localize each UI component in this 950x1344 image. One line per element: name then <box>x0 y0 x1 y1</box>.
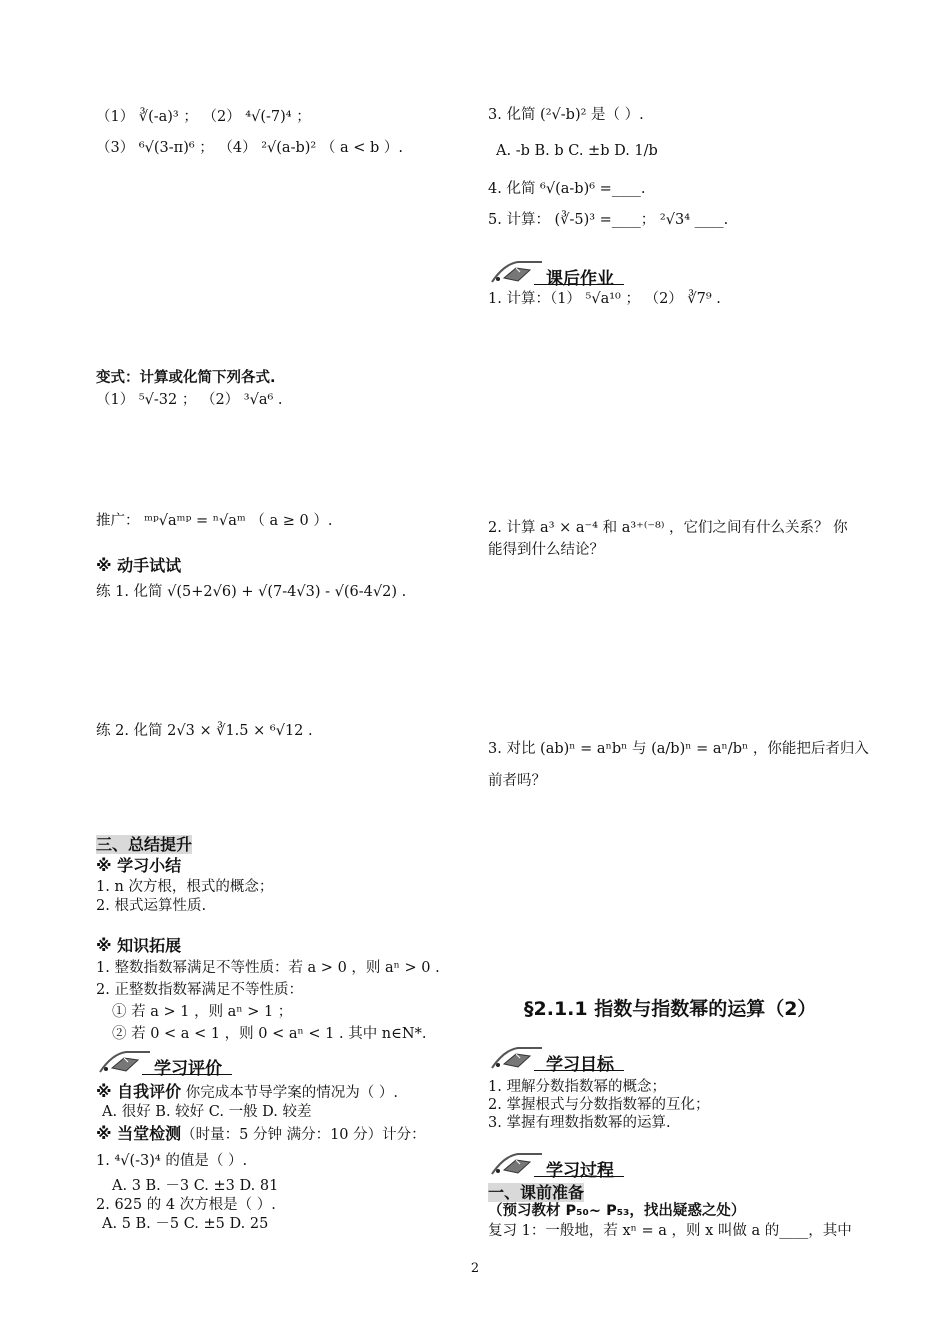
book-icon <box>488 1042 544 1072</box>
section-eval <box>96 1046 296 1079</box>
expand-item-2a: ① 若 a > 1 ，则 aⁿ > 1 ； <box>112 1004 293 1020</box>
section-process-label: 学习过程 <box>546 1161 614 1181</box>
question-4: 4. 化简 ⁶√(a-b)⁶ =____. <box>488 181 646 197</box>
section-goals-rule <box>534 1070 624 1071</box>
prep-note: （预习教材 P₅₀~ P₅₃，找出疑惑之处） <box>488 1203 746 1219</box>
homework-3-line-1: 3. 对比 (ab)ⁿ = aⁿbⁿ 与 (a/b)ⁿ = aⁿ/bⁿ ，你能把后者归入 <box>488 741 869 757</box>
self-eval-options: A. 很好 B. 较好 C. 一般 D. 较差 <box>102 1104 312 1120</box>
practice-1: 练 1. 化简 √(5+2√6) + √(7-4√3) - √(6-4√2) . <box>96 584 407 600</box>
expand-item-2b: ② 若 0 < a < 1 ，则 0 < aⁿ < 1 . 其中 n∈N*. <box>112 1026 427 1042</box>
prep-title: 一、课前准备 <box>488 1183 585 1202</box>
section-eval-label: 学习评价 <box>154 1059 222 1079</box>
section-eval-rule <box>142 1074 232 1075</box>
book-icon <box>488 1148 544 1178</box>
question-3-options: A. -b B. b C. ±b D. 1/b <box>496 143 658 159</box>
review-1: 复习 1：一般地，若 xⁿ = a ，则 x 叫做 a 的____，其中 <box>488 1223 852 1239</box>
test-head: ※ 当堂检测 <box>96 1124 182 1143</box>
section-homework-rule <box>534 284 624 285</box>
question-2-options: A. 5 B. －5 C. ±5 D. 25 <box>102 1216 269 1232</box>
question-5: 5. 计算： (∛-5)³ =____； ²√3⁴ ____. <box>488 212 729 228</box>
expand-item-2: 2. 正整数指数幂满足不等性质： <box>96 982 303 998</box>
self-eval-head: ※ 自我评价 <box>96 1082 182 1101</box>
homework-1: 1. 计算：（1） ⁵√a¹⁰ ； （2） ∛7⁹ . <box>488 291 721 307</box>
question-1-options: A. 3 B. －3 C. ±3 D. 81 <box>112 1178 279 1194</box>
homework-2-line-1: 2. 计算 a³ × a⁻⁴ 和 a³⁺⁽⁻⁸⁾ ，它们之间有什么关系？ 你 <box>488 520 848 536</box>
book-icon <box>96 1046 152 1076</box>
generalization: 推广： ᵐᵖ√aᵐᵖ = ⁿ√aᵐ （ a ≥ 0 ）. <box>96 513 333 529</box>
self-eval-text: 你完成本节导学案的情况为（ ）. <box>181 1085 398 1101</box>
example-line-1: （1） ∛(-a)³ ； （2） ⁴√(-7)⁴ ； <box>96 109 311 125</box>
section-process <box>488 1148 688 1181</box>
example-line-2: （3） ⁶√(3-π)⁶ ； （4） ²√(a-b)² （ a < b ）. <box>96 140 403 156</box>
summary-title: 三、总结提升 <box>96 835 193 854</box>
expand-title: ※ 知识拓展 <box>96 936 182 955</box>
section-goals <box>488 1042 688 1075</box>
lesson-title: §2.1.1 指数与指数幂的运算（2） <box>524 998 817 1020</box>
question-2: 2. 625 的 4 次方根是（ ）. <box>96 1197 276 1213</box>
goal-3: 3. 掌握有理数指数幂的运算. <box>488 1115 671 1131</box>
question-1: 1. ⁴√(-3)⁴ 的值是（ ）. <box>96 1153 248 1169</box>
test-note: （时量：5 分钟 满分：10 分）计分： <box>181 1127 426 1143</box>
left-column <box>96 0 476 1344</box>
goal-1: 1. 理解分数指数幂的概念； <box>488 1079 666 1095</box>
homework-3-line-2: 前者吗？ <box>488 773 546 789</box>
expand-item-1: 1. 整数指数幂满足不等性质：若 a > 0 ，则 aⁿ > 0 . <box>96 960 440 976</box>
goal-2: 2. 掌握根式与分数指数幂的互化； <box>488 1097 710 1113</box>
variant-title: 变式：计算或化简下列各式. <box>96 370 276 386</box>
section-homework-label: 课后作业 <box>546 269 614 289</box>
variant-items: （1） ⁵√-32 ； （2） ³√a⁶ . <box>96 392 283 408</box>
homework-2-line-2: 能得到什么结论？ <box>488 542 604 558</box>
summary-subtitle: ※ 学习小结 <box>96 856 182 875</box>
practice-2: 练 2. 化简 2√3 × ∛1.5 × ⁶√12 . <box>96 723 313 739</box>
section-goals-label: 学习目标 <box>546 1055 614 1075</box>
section-process-rule <box>534 1176 624 1177</box>
question-3: 3. 化简 (²√-b)² 是（ ）. <box>488 107 644 123</box>
summary-item-2: 2. 根式运算性质. <box>96 898 207 914</box>
try-title: ※ 动手试试 <box>96 556 182 575</box>
book-icon <box>488 256 544 286</box>
section-homework <box>488 256 688 289</box>
right-column <box>488 0 868 1344</box>
page-number: 2 <box>470 1261 480 1276</box>
summary-item-1: 1. n 次方根，根式的概念； <box>96 879 274 895</box>
